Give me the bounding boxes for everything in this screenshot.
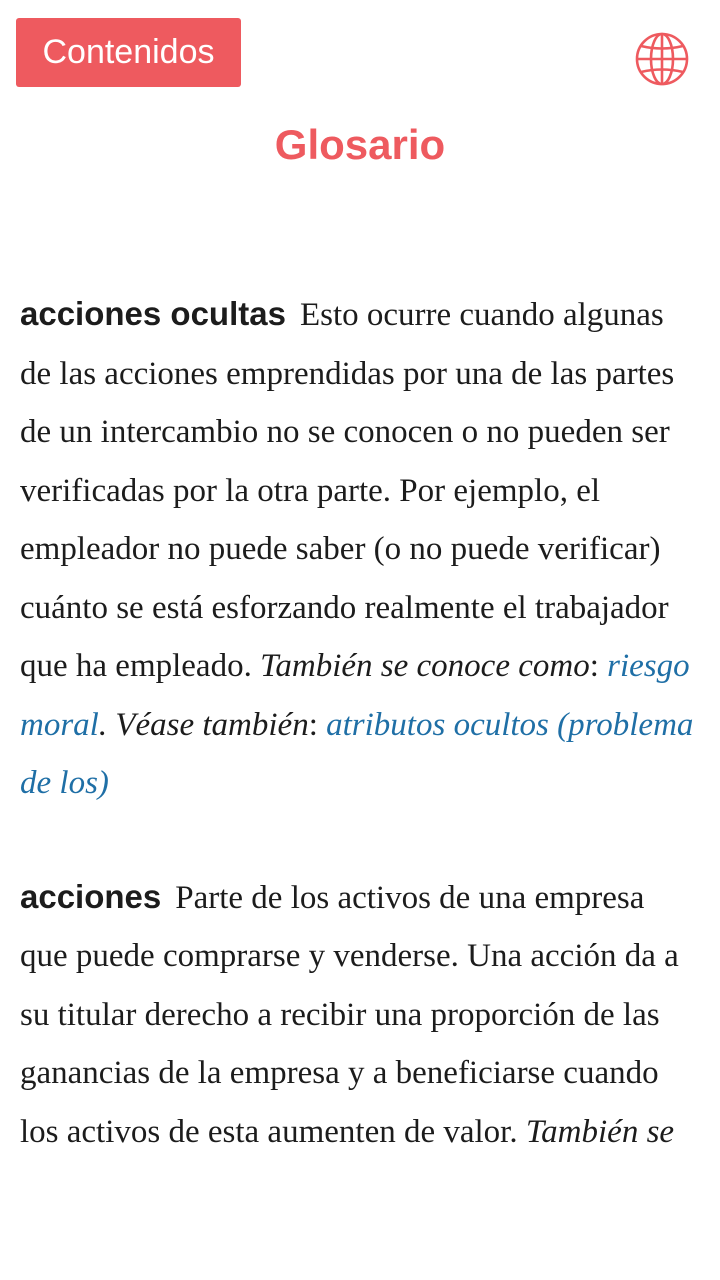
separator: : (308, 706, 327, 743)
also-known-label: También se conoce como (260, 648, 590, 684)
separator: : (589, 648, 608, 684)
glossary-term: acciones (20, 877, 162, 915)
globe-icon[interactable] (634, 31, 690, 87)
glossary-entry (20, 868, 700, 1162)
glossary-term: acciones ocultas (20, 295, 286, 332)
glossary-list (20, 285, 700, 1216)
see-also-label: . Véase también (98, 706, 309, 743)
xref-link-riesgo-moral[interactable]: riesgo moral (20, 648, 690, 743)
contents-button[interactable]: Contenidos (16, 18, 241, 87)
also-known-label: También se (525, 1113, 675, 1150)
xref-link-atributos-ocultos[interactable]: atributos ocultos (problema de los) (20, 706, 694, 801)
page-title: Glosario (274, 121, 446, 168)
top-bar (0, 0, 720, 100)
glossary-entry (20, 285, 700, 813)
glossary-definition: Parte de los activos de una empresa que puede comprarse y venderse. Una acción da a su titular derecho a recibir una proporción de las ganancias de la empresa y a beneficiarse cuando los activos de esta aumenten de valor. (20, 879, 679, 1150)
glossary-definition: Esto ocurre cuando algunas de las acciones emprendidas por una de las partes de un intercambio no se conocen o no pueden ser verificadas por la otra parte. Por ejemplo, el empleador no puede saber (o no puede verificar) cuánto se está esforzando realmente el trabajador que ha empleado. (20, 297, 675, 684)
